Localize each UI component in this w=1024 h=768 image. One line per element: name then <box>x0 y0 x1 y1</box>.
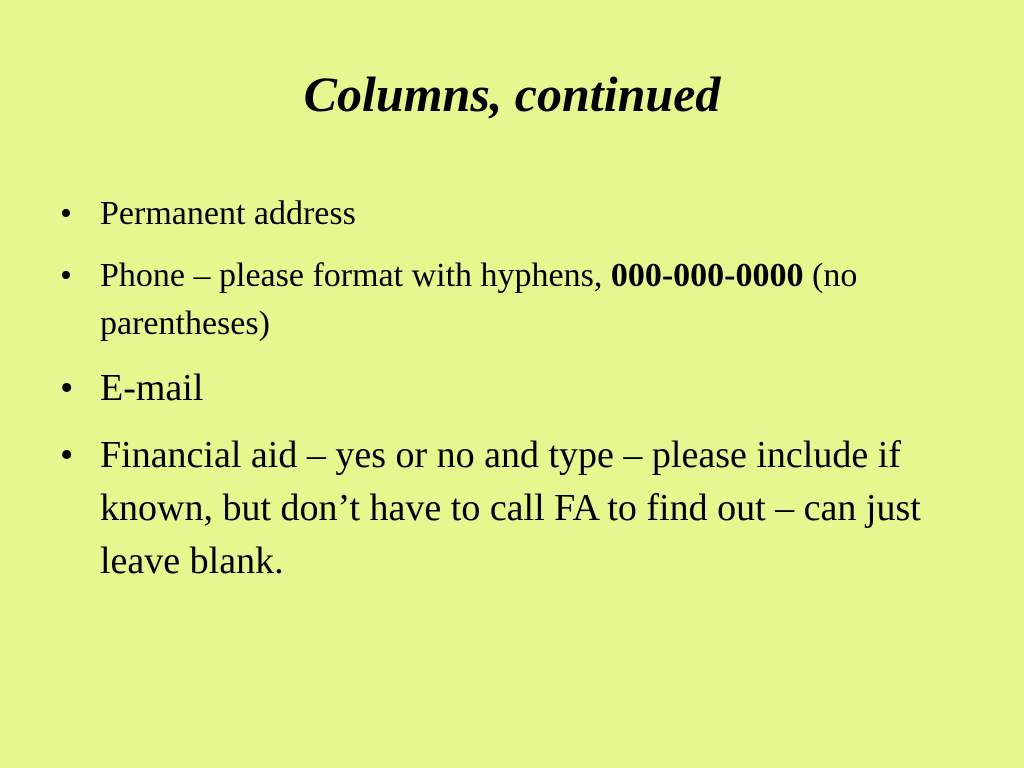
bullet-item-financial-aid <box>60 429 960 588</box>
bullet-icon: • <box>60 367 74 409</box>
bullet-icon: • <box>60 434 74 476</box>
bullet-list <box>60 190 960 602</box>
phone-format-example: 000-000-0000 <box>610 257 804 294</box>
slide-title: Columns, continued <box>303 66 721 122</box>
bullet-text: Permanent address <box>100 195 356 232</box>
bullet-item-phone <box>60 252 960 348</box>
bullet-text: E-mail <box>100 367 204 409</box>
bullet-text: Phone – please format with hyphens, <box>100 257 611 294</box>
bullet-item-email <box>60 362 960 415</box>
bullet-text: Financial aid – yes or no and type – please include if known, but don’t have to call FA to find out – can just leave blank. <box>100 434 921 582</box>
bullet-icon: • <box>60 195 72 232</box>
bullet-item-permanent-address <box>60 190 960 238</box>
bullet-text-suffix: (no parentheses) <box>100 257 858 342</box>
bullet-icon: • <box>60 257 72 294</box>
